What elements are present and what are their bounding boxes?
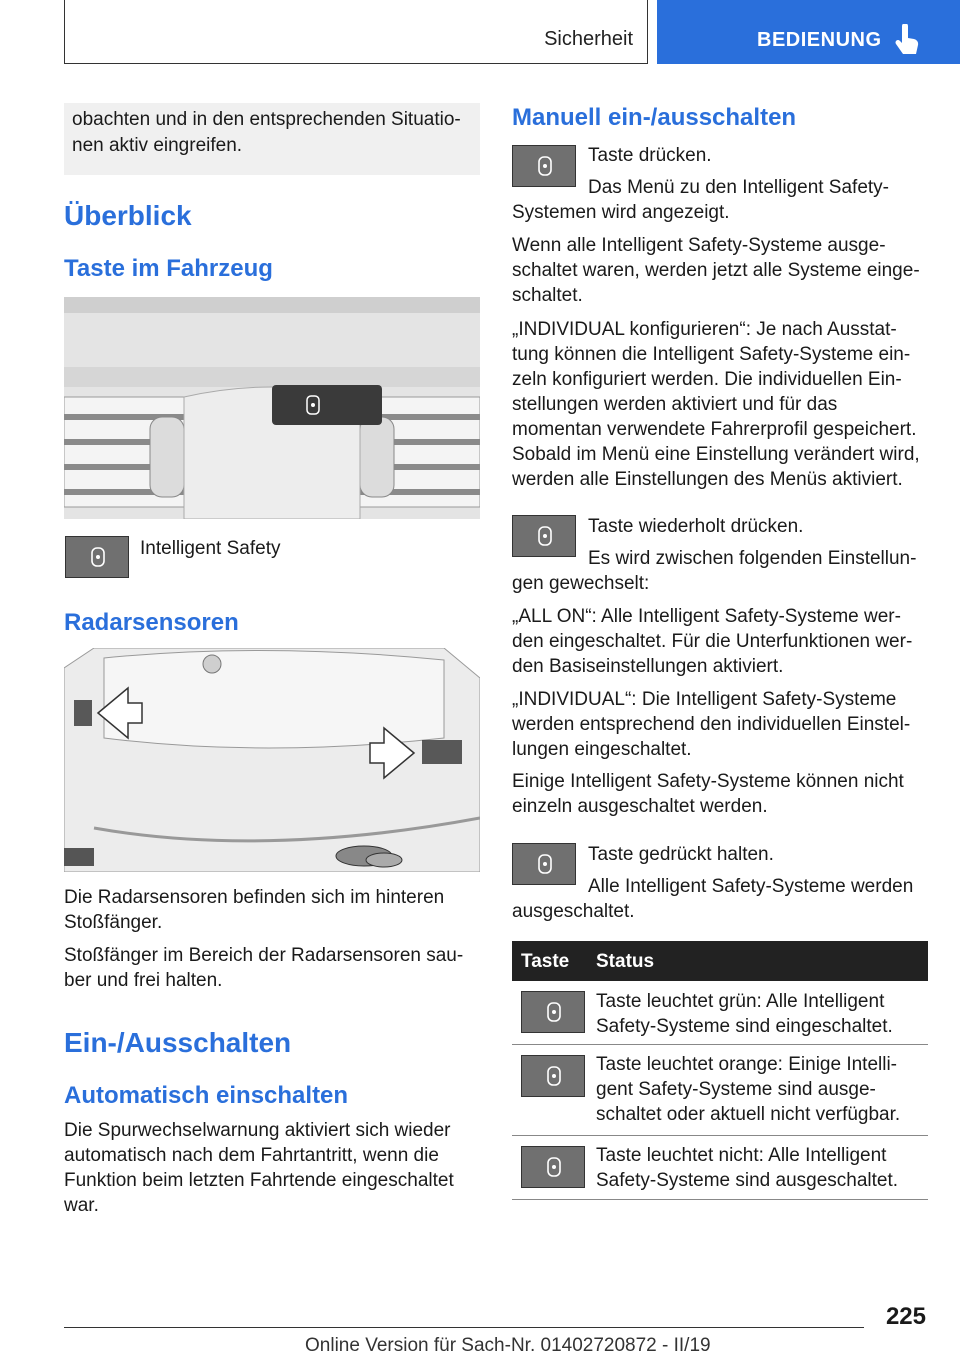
intelligent-safety-icon: [535, 155, 555, 177]
table-cell-status: Taste leuchtet nicht: Alle Intelligent Safety-Systeme sind ausgeschaltet.: [596, 1145, 899, 1191]
button-lit-orange-icon: [521, 1055, 585, 1097]
status-table-header: [512, 941, 928, 981]
heading-overview: Überblick: [64, 200, 192, 231]
header-section-box: [64, 0, 648, 64]
radar-paragraph-2: Stoßfänger im Bereich der Radarsensoren sau-ber und frei halten.: [64, 945, 464, 991]
paragraph-individual: „INDIVIDUAL“: Die Intelligent Safety-Systeme werden entsprechend den individuellen Einstel-lungen eingeschaltet.: [512, 689, 911, 760]
step-press-result: Das Menü zu den Intelligent Safety-Systemen wird angezeigt.: [512, 177, 890, 223]
button-lit-green-icon: [521, 991, 585, 1033]
footer-version: Online Version für Sach-Nr. 01402720872 - II/19: [305, 1335, 711, 1356]
cockpit-button-illustration: [64, 297, 480, 519]
note-text: obachten und in den entsprechenden Situatio-nen aktiv eingreifen.: [72, 109, 461, 156]
radar-sensor-left: [74, 700, 92, 726]
step-hold-result: Alle Intelligent Safety-Systeme werden ausgeschaltet.: [512, 876, 914, 922]
intelligent-safety-icon: [535, 853, 555, 875]
heading-on-off: Ein-/Ausschalten: [64, 1027, 292, 1058]
chapter-title: BEDIENUNG: [757, 29, 882, 51]
table-cell-status: Taste leuchtet grün: Alle Intelligent Safety-Systeme sind eingeschaltet.: [596, 991, 893, 1037]
step-press-repeat-result: Es wird zwischen folgenden Einstellun-gen gewechselt:: [512, 548, 917, 594]
heading-auto-on: Automatisch einschalten: [64, 1082, 349, 1109]
header-chapter-box: [657, 0, 960, 64]
button-unlit-icon: [521, 1146, 585, 1188]
intelligent-safety-icon: [88, 546, 108, 568]
heading-manual-on-off: Manuell ein-/ausschalten: [512, 104, 797, 131]
column-header-status: Status: [596, 951, 655, 972]
step-press-repeat: Taste wiederholt drücken.: [588, 516, 804, 537]
column-header-taste: Taste: [521, 951, 570, 972]
intelligent-safety-button[interactable]: [65, 536, 129, 578]
paragraph-some-systems: Einige Intelligent Safety-Systeme können nicht einzeln ausgeschaltet werden.: [512, 771, 904, 817]
page-number: 225: [885, 1303, 926, 1330]
button-caption: Intelligent Safety: [140, 538, 281, 559]
table-cell-status: Taste leuchtet orange: Einige Intelli-gent Safety-Systeme sind ausge-schaltet oder aktuell nicht verfügbar.: [596, 1054, 901, 1125]
pointing-hand-icon: [893, 24, 921, 56]
paragraph-all-off: Wenn alle Intelligent Safety-Systeme ausge-schaltet waren, werden jetzt alle Systeme einge-schaltet.: [512, 235, 920, 306]
step-press: Taste drücken.: [588, 145, 712, 166]
table-row: [512, 1045, 928, 1136]
intelligent-safety-icon: [535, 525, 555, 547]
radar-sensor-right: [422, 740, 462, 764]
heading-radar-sensors: Radarsensoren: [64, 609, 239, 636]
paragraph-individual-config: „INDIVIDUAL konfigurieren“: Je nach Ausstat-tung können die Intelligent Safety-Systeme ein-zeln konfiguriert werden. Die individuellen Ein-stellungen werden aktiviert und für das momentan verwendete Fahrerprofil gespeichert. Sobald im Menü eine Einstellung verändert wird, werden alle Einstellungen des Menüs aktiviert.: [512, 319, 920, 490]
step-hold: Taste gedrückt halten.: [588, 844, 774, 865]
continued-note: [64, 103, 480, 175]
footer-divider: [64, 1327, 864, 1328]
radar-paragraph-1: Die Radarsensoren befinden sich im hinteren Stoßfänger.: [64, 887, 445, 933]
auto-paragraph: Die Spurwechselwarnung aktiviert sich wieder automatisch nach dem Fahrtantritt, wenn die Funktion beim letzten Fahrtende eingeschaltet war.: [64, 1120, 454, 1216]
paragraph-all-on: „ALL ON“: Alle Intelligent Safety-Systeme wer-den eingeschaltet. Für die Unterfunktionen wer-den Basiseinstellungen aktiviert.: [512, 606, 913, 677]
table-row: [512, 1136, 928, 1200]
table-row: [512, 981, 928, 1045]
heading-button-in-vehicle: Taste im Fahrzeug: [64, 255, 273, 282]
section-title: Sicherheit: [544, 28, 633, 50]
rear-bumper-illustration: [64, 648, 480, 872]
